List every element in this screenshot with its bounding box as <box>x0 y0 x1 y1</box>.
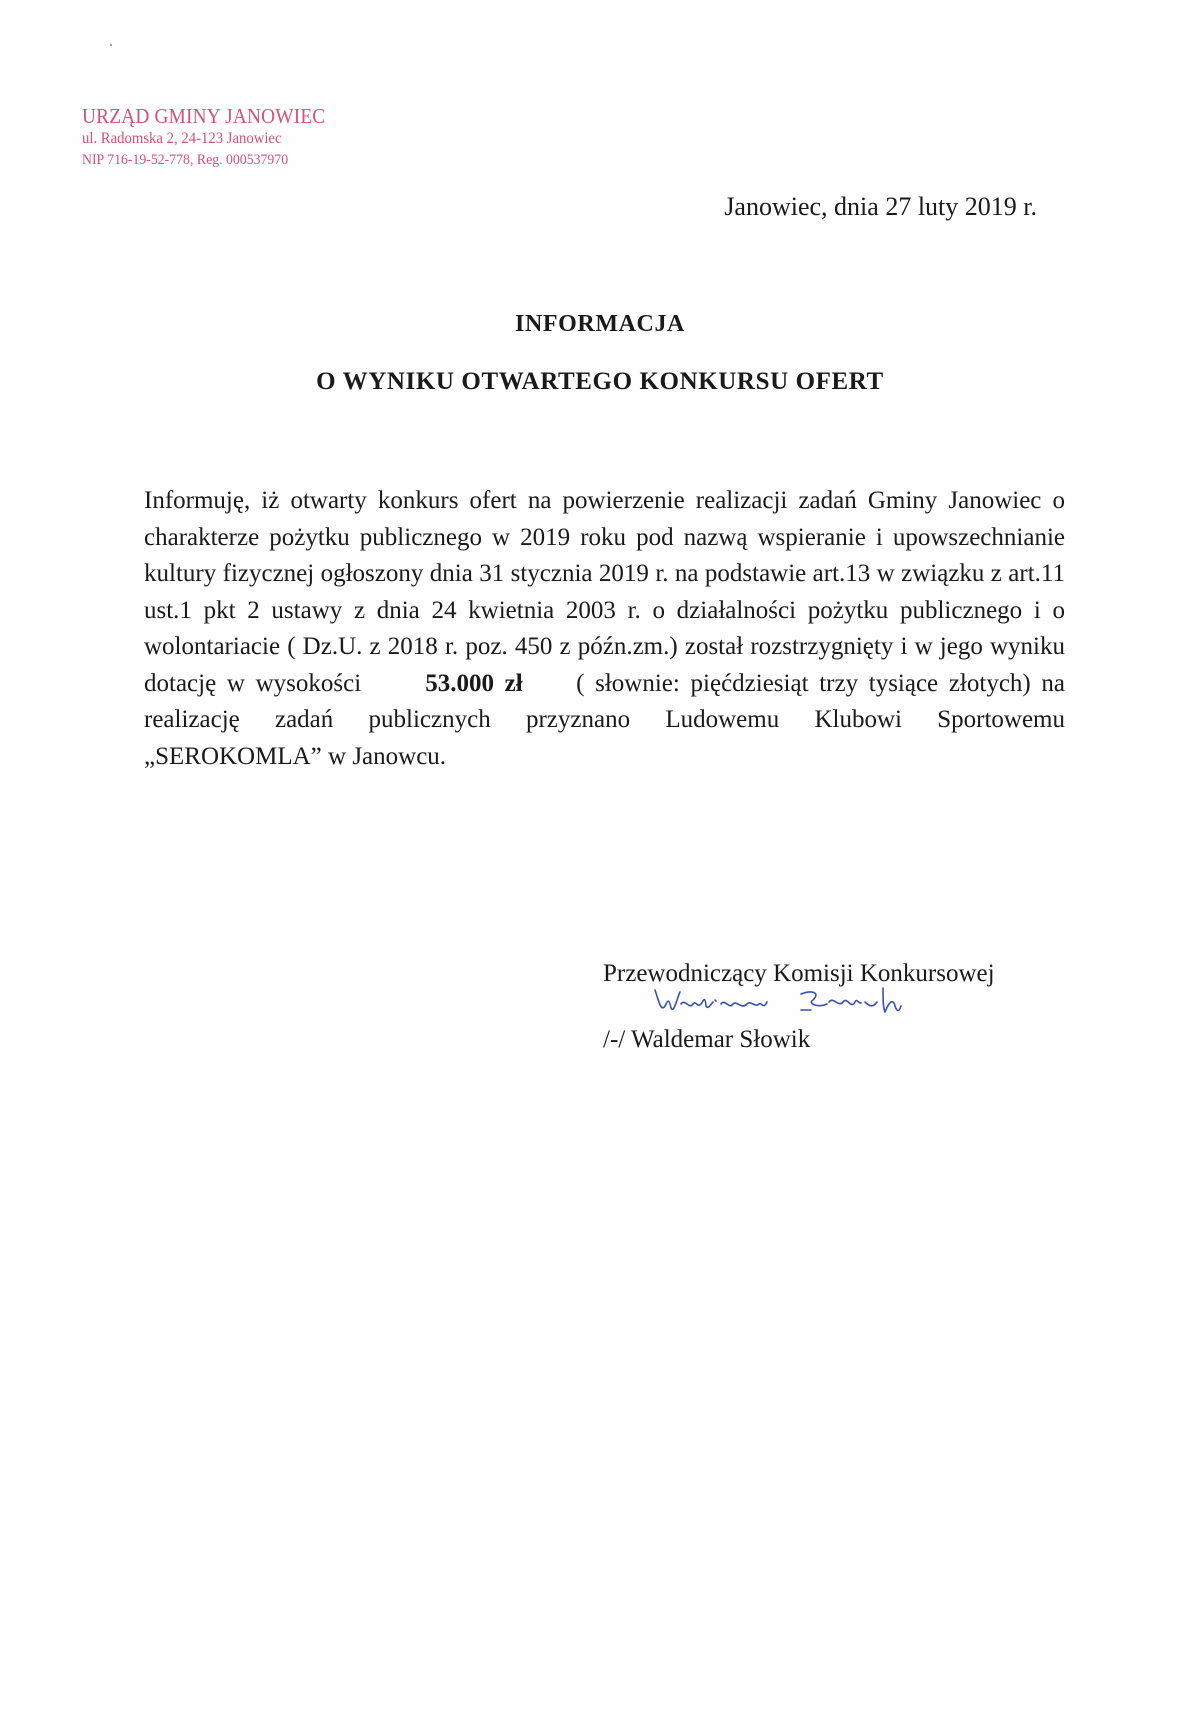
grant-amount: 53.000 zł <box>425 669 523 697</box>
document-title: INFORMACJA <box>515 311 685 337</box>
document-date: Janowiec, dnia 27 luty 2019 r. <box>724 192 1037 221</box>
signature-scribble <box>651 982 941 1026</box>
body-text-after-amount: ( słownie: pięćdziesiąt trzy tysiące złotych) na realizację zadań publicznych przyznano Ludowemu Klubowi Sportowemu „SEROKOMLA” w Janowcu. <box>144 669 1066 770</box>
stamp-office-name: URZĄD GMINY JANOWIEC <box>82 104 326 128</box>
scan-speck <box>110 44 112 46</box>
body-paragraph <box>144 483 1065 775</box>
signatory-name: /-/ Waldemar Słowik <box>603 1026 811 1053</box>
office-stamp <box>82 104 325 170</box>
stamp-registry-numbers: NIP 716-19-52-778, Reg. 000537970 <box>82 152 289 168</box>
signature-block <box>603 958 995 1056</box>
document-subtitle: O WYNIKU OTWARTEGO KONKURSU OFERT <box>316 368 884 395</box>
signatory-role: Przewodniczący Komisji Konkursowej <box>603 960 995 987</box>
handwritten-signature <box>603 990 943 1024</box>
body-text-before-amount: Informuję, iż otwarty konkurs ofert na powierzenie realizacji zadań Gminy Janowiec o charakterze pożytku publicznego w 2019 roku pod nazwą wspieranie i upowszechnianie kultury fizycznej ogłoszony dnia 31 stycznia 2019 r. na podstawie art.13 w związku z art.11 ust.1 pkt 2 ustawy z dnia 24 kwietnia 2003 r. o działalności pożytku publicznego i o wolontariacie ( Dz.U. z 2018 r. poz. 450 z późn.zm.) został rozstrzygnięty i w jego wyniku dotację w wysokości <box>144 487 1065 697</box>
stamp-address: ul. Radomska 2, 24-123 Janowiec <box>82 130 282 147</box>
